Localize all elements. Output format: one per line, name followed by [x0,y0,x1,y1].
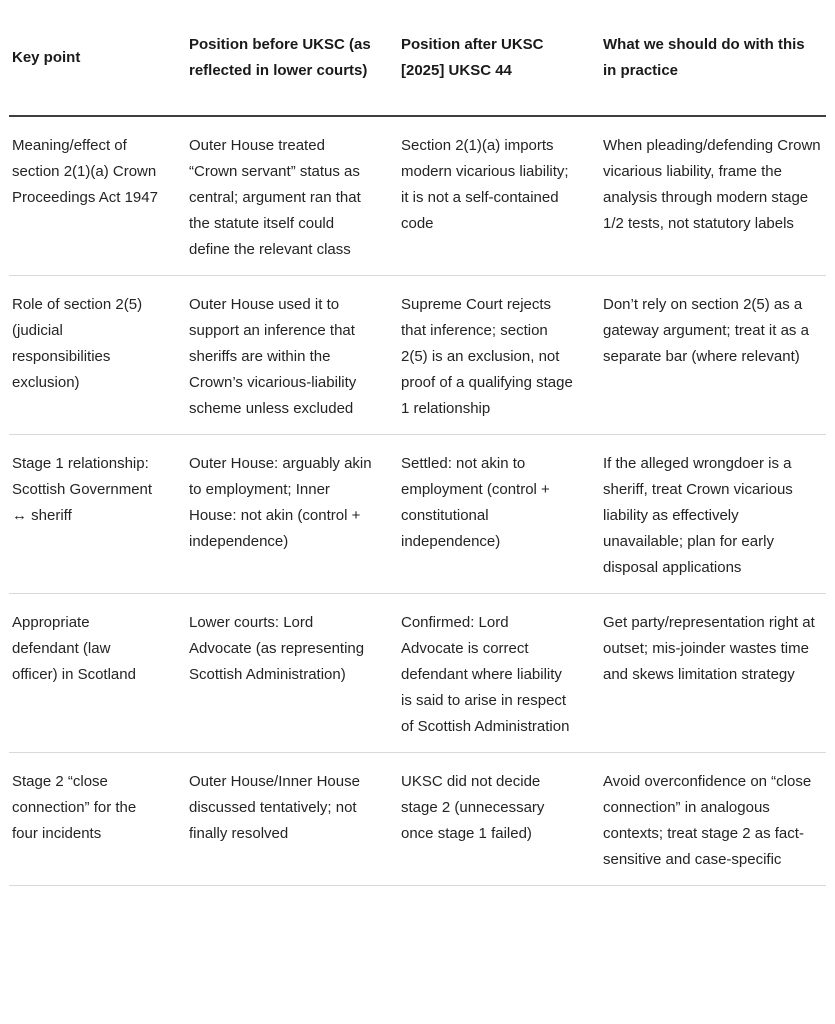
cell-key-point: Meaning/effect of section 2(1)(a) Crown Proceedings Act 1947 [12,137,158,206]
cell-practice: Get party/representation right at outset; mis-joinder wastes time and skews limitation strategy [603,614,815,683]
cell-position-before: Outer House treated “Crown servant” status as central; argument ran that the statute itself could define the relevant class [189,137,361,258]
table-row [9,594,826,753]
cell-position-before: Lower courts: Lord Advocate (as representing Scottish Administration) [189,614,365,683]
column-header-key-point: Key point [12,48,81,66]
cell-position-after: Supreme Court rejects that inference; section 2(5) is an exclusion, not proof of a qualifying stage 1 relationship [401,296,573,417]
cell-key-point: Appropriate defendant (law officer) in Scotland [12,614,136,683]
cell-position-after: UKSC did not decide stage 2 (unnecessary once stage 1 failed) [401,773,545,842]
cell-position-after: Settled: not akin to employment (control + constitutional independence) [401,455,550,550]
cell-practice: If the alleged wrongdoer is a sheriff, treat Crown vicarious liability as effectively unavailable; plan for early disposal applications [603,455,793,576]
table-row [9,117,826,276]
cell-practice: When pleading/defending Crown vicarious liability, frame the analysis through modern stage 1/2 tests, not statutory labels [603,137,821,232]
cell-key-point: Stage 1 relationship: Scottish Government ↔ sheriff [12,455,153,524]
table-row [9,276,826,435]
cell-practice: Don’t rely on section 2(5) as a gateway argument; treat it as a separate bar (where relevant) [603,296,809,365]
cell-key-point: Role of section 2(5) (judicial responsibilities exclusion) [12,296,143,391]
cell-position-after: Section 2(1)(a) imports modern vicarious liability; it is not a self-contained code [401,137,569,232]
column-header-practice: What we should do with this in practice [603,35,805,79]
cell-position-before: Outer House used it to support an inference that sheriffs are within the Crown’s vicarious-liability scheme unless excluded [189,296,357,417]
column-header-position-before: Position before UKSC (as reflected in lower courts) [189,35,371,79]
table-row [9,753,826,886]
column-header-position-after: Position after UKSC [2025] UKSC 44 [401,35,544,79]
comparison-table [9,0,826,886]
cell-key-point: Stage 2 “close connection” for the four incidents [12,773,137,842]
table-header-row [9,0,826,117]
table-row [9,435,826,594]
cell-position-after: Confirmed: Lord Advocate is correct defendant where liability is said to arise in respect of Scottish Administration [401,614,570,735]
cell-position-before: Outer House/Inner House discussed tentatively; not finally resolved [189,773,360,842]
cell-practice: Avoid overconfidence on “close connection” in analogous contexts; treat stage 2 as fact-sensitive and case-specific [603,773,812,868]
cell-position-before: Outer House: arguably akin to employment; Inner House: not akin (control + independence) [189,455,372,550]
